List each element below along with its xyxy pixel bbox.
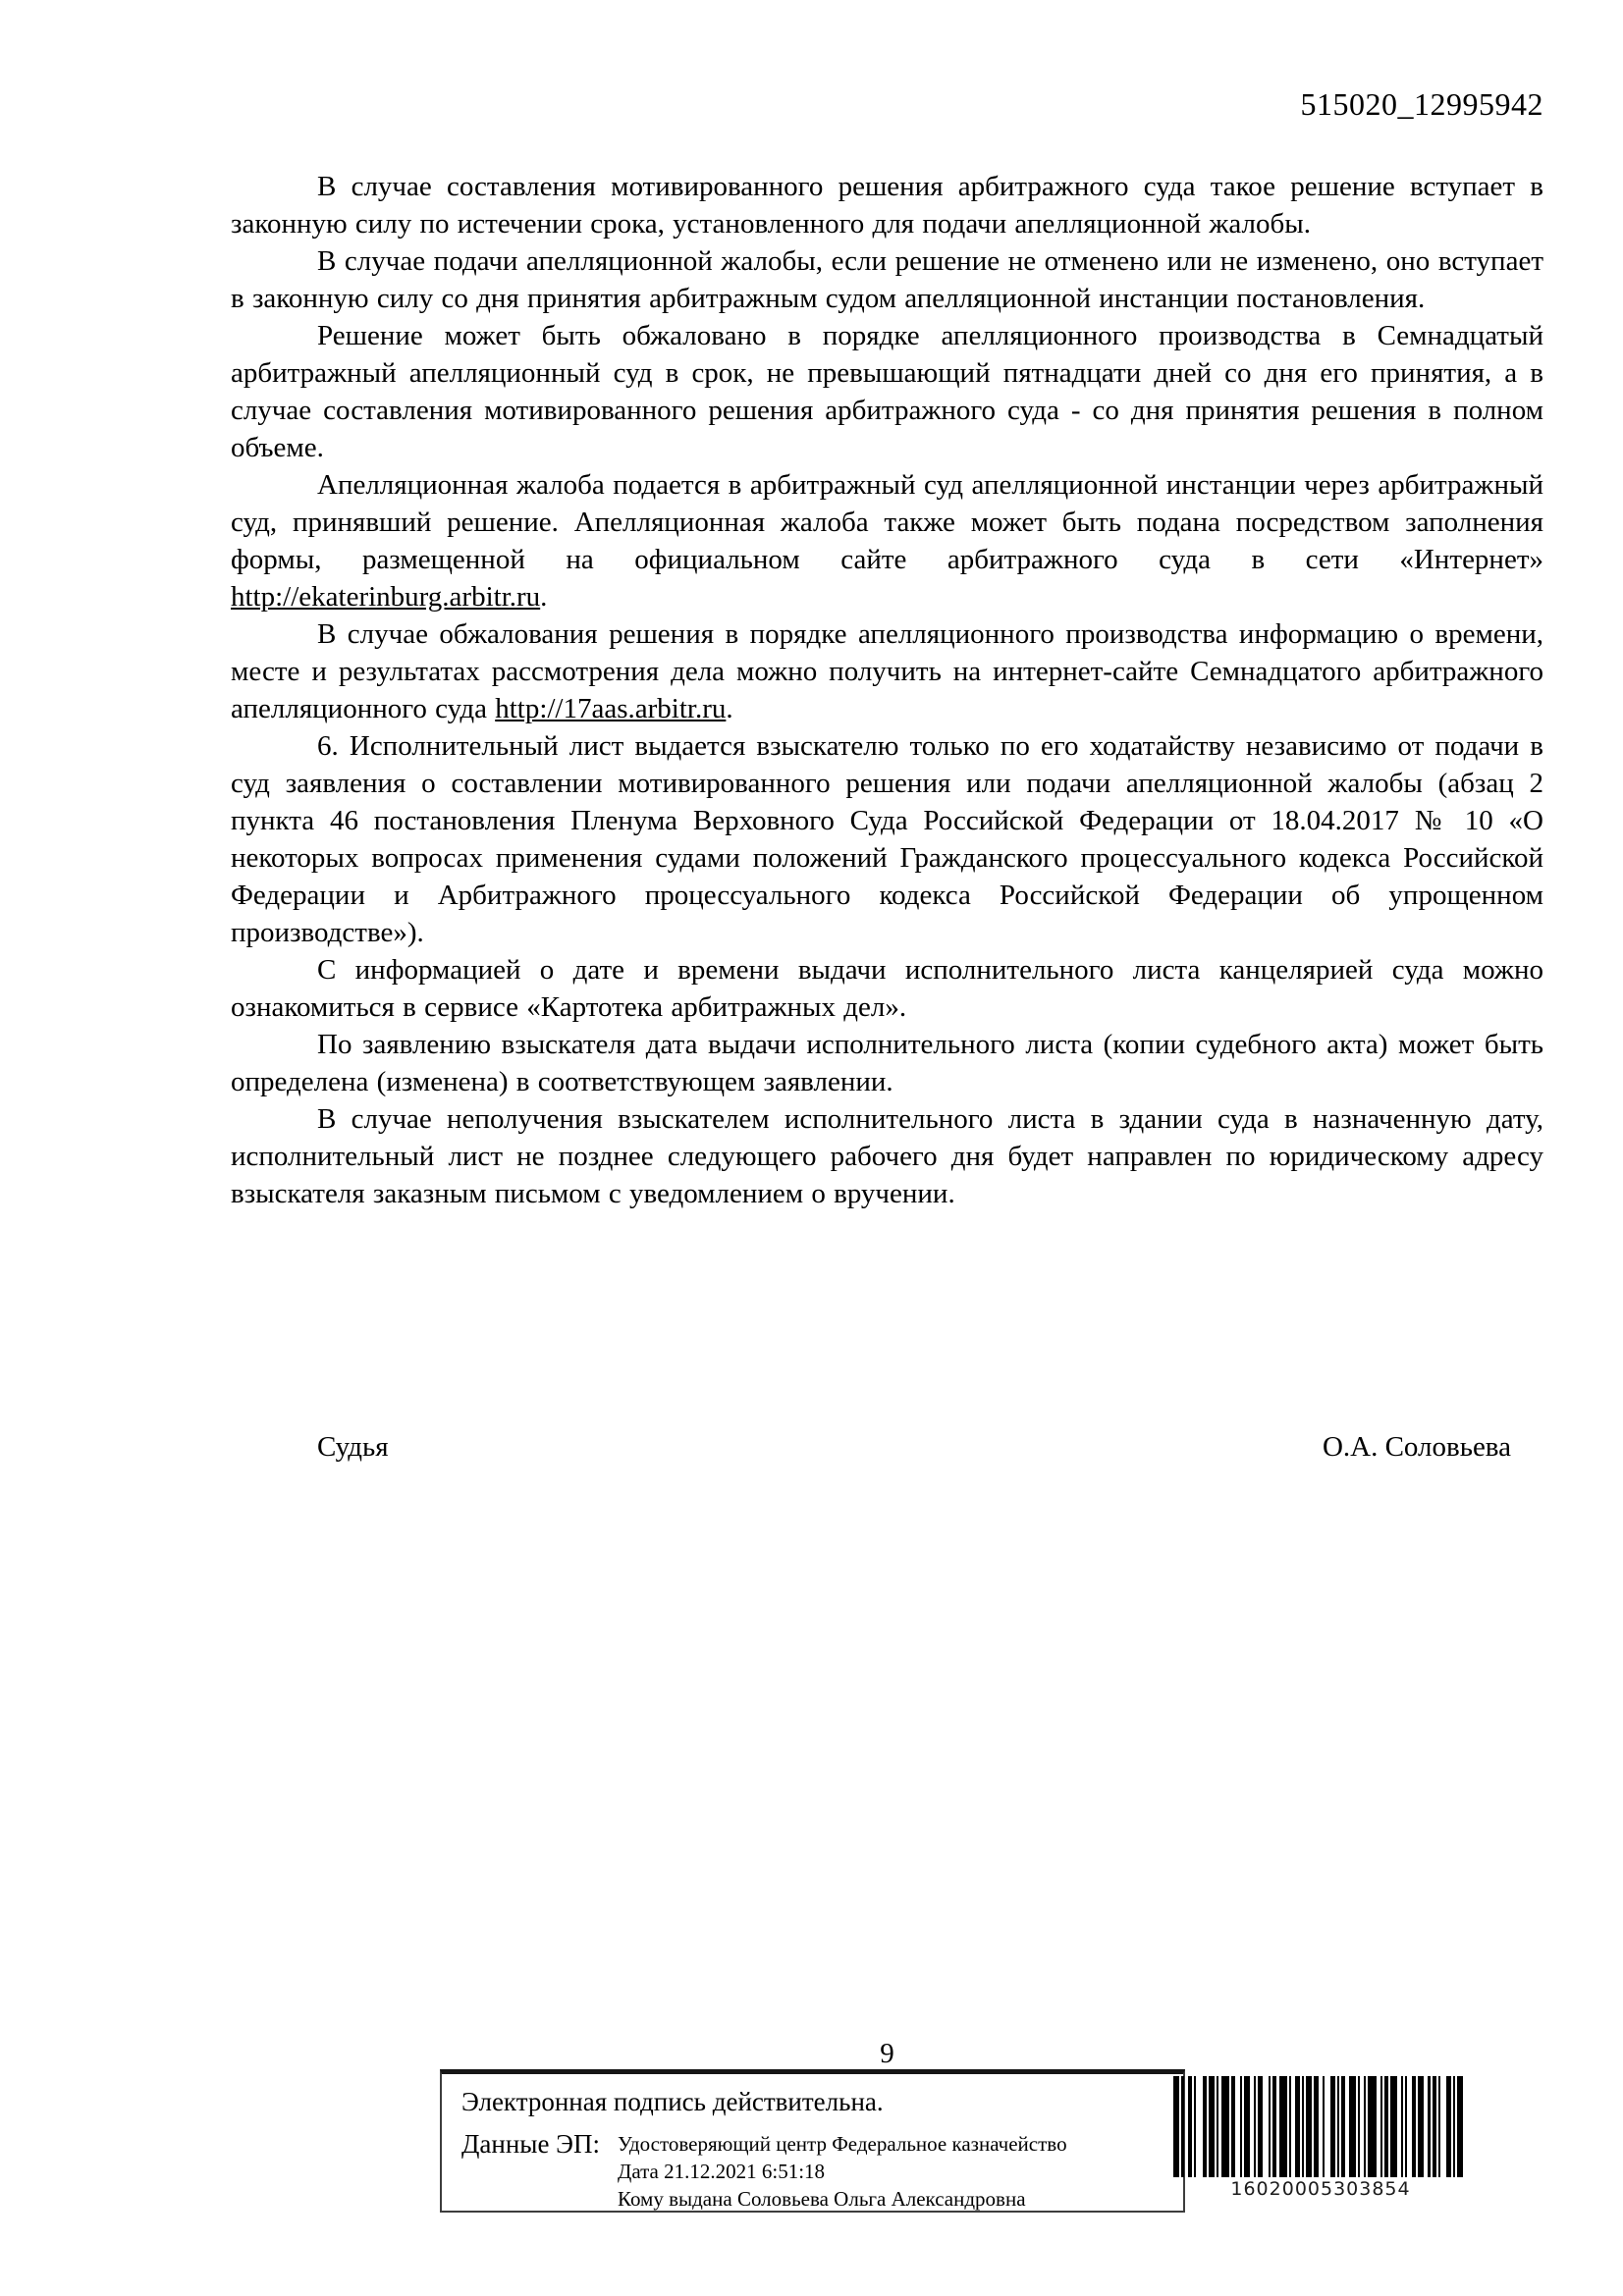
link-17aas-arbitr[interactable]: http://17aas.arbitr.ru (495, 693, 727, 724)
paragraph: 6. Исполнительный лист выдается взыскателю только по его ходатайству независимо от подачи в суд заявления о составлении мотивированного решения или подачи апелляционной жалобы (абзац 2 пункта 46 постановления Пленума Верховного Суда Российской Федерации от 18.04.2017 № 10 «О некоторых вопросах применения судами положений Гражданского процессуального кодекса Российской Федерации и Арбитражного процессуального кодекса Российской Федерации об упрощенном производстве»). (231, 730, 1543, 948)
esignature-status: Электронная подпись действительна. (461, 2087, 884, 2116)
signature-row (231, 1428, 1543, 1466)
paragraph (231, 466, 1543, 615)
paragraph-text: Апелляционная жалоба подается в арбитражный суд апелляционной инстанции через арбитражный суд, принявший решение. Апелляционная жалоба также может быть подана посредством заполнения формы, размещенной на официальном сайте арбитражного суда в сети «Интернет» (231, 469, 1543, 575)
esignature-authority: Удостоверяющий центр Федеральное казначейство (618, 2132, 1067, 2156)
paragraph-text: В случае обжалования решения в порядке апелляционного производства информацию о времени, месте и результатах рассмотрения дела можно получить на интернет-сайте Семнадцатого арбитражного апелляционного суда (231, 618, 1543, 724)
paragraph (231, 615, 1543, 727)
link-ekaterinburg-arbitr[interactable]: http://ekaterinburg.arbitr.ru (231, 581, 541, 613)
document-number: 515020_12995942 (1300, 86, 1543, 122)
paragraph: С информацией о дате и времени выдачи исполнительного листа канцелярией суда можно ознакомиться в сервисе «Картотека арбитражных дел». (231, 954, 1543, 1023)
esignature-date: Дата 21.12.2021 6:51:18 (618, 2160, 826, 2183)
document-body (231, 168, 1543, 1212)
paragraph: По заявлению взыскателя дата выдачи исполнительного листа (копии судебного акта) может быть определена (изменена) в соответствующем заявлении. (231, 1029, 1543, 1097)
paragraph-text: . (726, 693, 733, 724)
esignature-details-row (461, 2130, 1173, 2213)
barcode-number: 16020005303854 (1230, 2178, 1411, 2200)
paragraph: В случае подачи апелляционной жалобы, если решение не отменено или не изменено, оно вступает в законную силу со дня принятия арбитражным судом апелляционной инстанции постановления. (231, 245, 1543, 314)
signature-role: Судья (317, 1431, 389, 1463)
paragraph: В случае составления мотивированного решения арбитражного суда такое решение вступает в законную силу по истечении срока, установленного для подачи апелляционной жалобы. (231, 171, 1543, 240)
esignature-stamp-box (440, 2069, 1185, 2213)
paragraph: В случае неполучения взыскателем исполнительного листа в здании суда в назначенную дату, исполнительный лист не позднее следующего рабочего дня будет направлен по юридическому адресу взыскателя заказным письмом с уведомлением о вручении. (231, 1103, 1543, 1209)
signature-name: О.А. Соловьева (1322, 1431, 1511, 1463)
esignature-issued-to: Кому выдана Соловьева Ольга Александровна (618, 2187, 1026, 2211)
barcode-bars-image (1173, 2076, 1468, 2177)
esignature-data-label: Данные ЭП: (461, 2129, 600, 2159)
paragraph: Решение может быть обжаловано в порядке апелляционного производства в Семнадцатый арбитражный апелляционный суд в срок, не превышающий пятнадцати дней со дня его принятия, а в случае составления мотивированного решения арбитражного суда - со дня принятия решения в полном объеме. (231, 320, 1543, 463)
esignature-values (618, 2130, 1067, 2213)
page-number: 9 (880, 2038, 894, 2069)
paragraph-text: . (540, 581, 548, 613)
barcode (1173, 2076, 1468, 2200)
